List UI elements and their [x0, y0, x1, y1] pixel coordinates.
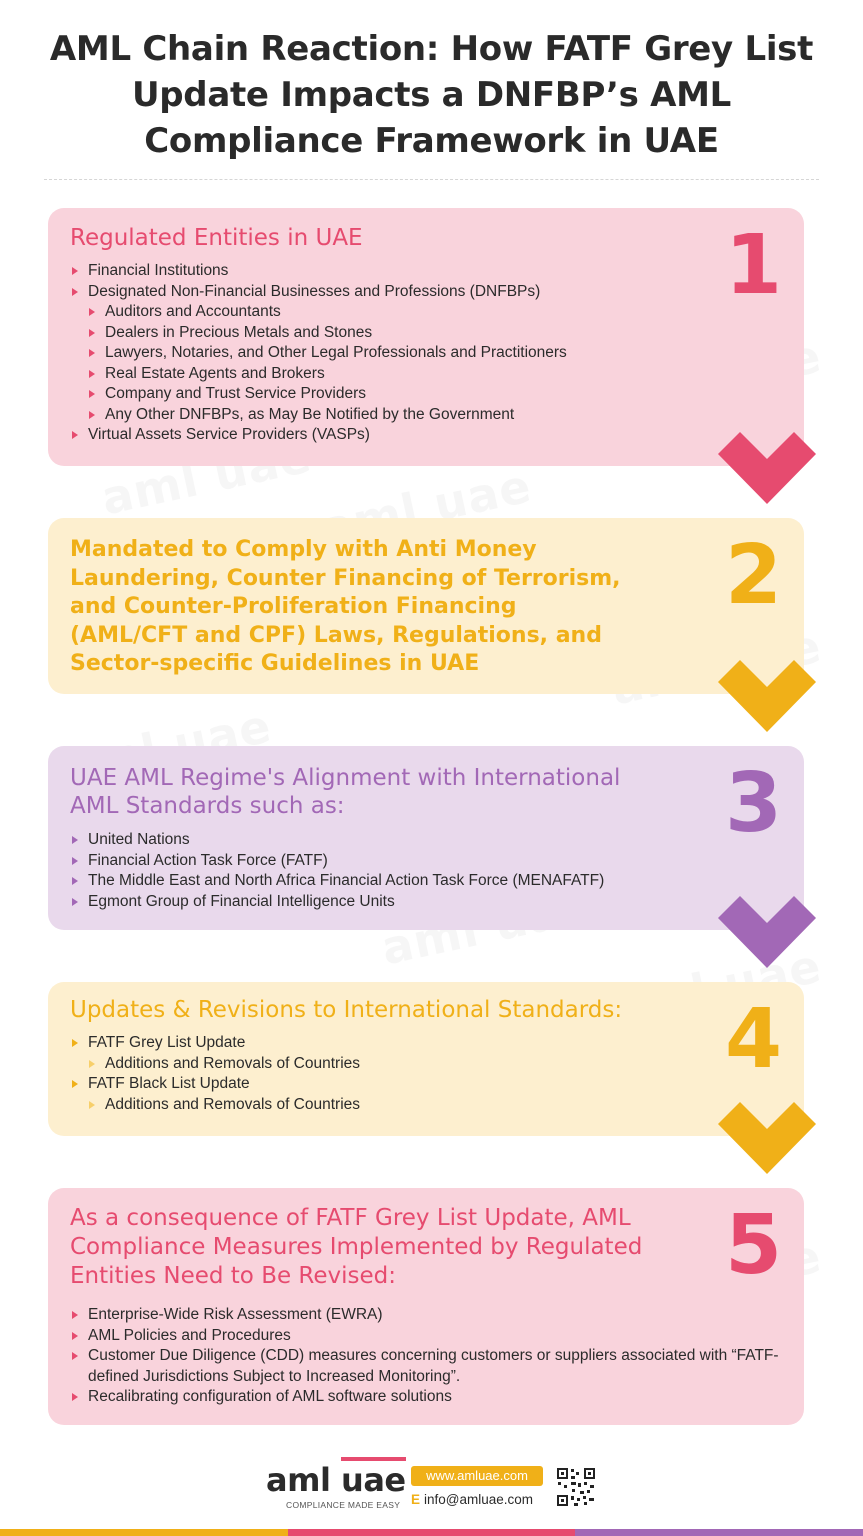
list-subitem: Lawyers, Notaries, and Other Legal Professionals and Practitioners [70, 343, 782, 364]
bullet-icon [72, 1039, 78, 1047]
bullet-icon [89, 329, 95, 337]
bottom-bar-pink [288, 1529, 575, 1536]
bullet-icon [72, 1332, 78, 1340]
amluae-logo[interactable]: aml uae [266, 1464, 406, 1496]
step-card-1 [48, 208, 804, 466]
bullet-icon [89, 411, 95, 419]
step-number: 3 [724, 756, 782, 851]
bullet-icon [72, 288, 78, 296]
list-subitem: Any Other DNFBPs, as May Be Notified by the Government [70, 405, 782, 426]
chevron-down-icon [718, 896, 816, 968]
bullet-icon [89, 1060, 95, 1068]
list-subitem: Additions and Removals of Countries [70, 1054, 782, 1075]
qr-code-icon [556, 1467, 596, 1507]
list-item: The Middle East and North Africa Financial Action Task Force (MENAFATF) [70, 871, 782, 892]
list-item: FATF Black List Update [70, 1074, 782, 1095]
footer [0, 1458, 863, 1518]
bullet-icon [72, 1352, 78, 1360]
list-subitem: Real Estate Agents and Brokers [70, 364, 782, 385]
bullet-icon [72, 267, 78, 275]
bullet-icon [72, 1080, 78, 1088]
page-title: AML Chain Reaction: How FATF Grey List Update Impacts a DNFBP’s AML Compliance Framework in UAE [49, 29, 814, 161]
bullet-icon [89, 390, 95, 398]
step-heading: As a consequence of FATF Grey List Update, AML Compliance Measures Implemented by Regulated Entities Need to Be Revised: [70, 1205, 643, 1289]
list-item: Financial Action Task Force (FATF) [70, 851, 782, 872]
step-heading: Regulated Entities in UAE [70, 225, 363, 251]
chevron-down-icon [718, 432, 816, 504]
bullet-icon [89, 370, 95, 378]
website-link[interactable]: www.amluae.com [411, 1466, 543, 1486]
logo-tagline: COMPLIANCE MADE EASY [286, 1500, 401, 1510]
bullet-icon [72, 857, 78, 865]
step-number: 4 [724, 992, 782, 1087]
step-heading: UAE AML Regime's Alignment with International AML Standards such as: [70, 765, 621, 819]
list-subitem: Company and Trust Service Providers [70, 384, 782, 405]
step-card-3 [48, 746, 804, 930]
bullet-icon [72, 1393, 78, 1401]
title-divider [44, 179, 819, 180]
list-subitem: Additions and Removals of Countries [70, 1095, 782, 1116]
bullet-icon [72, 431, 78, 439]
item-list [70, 830, 782, 912]
step-number: 1 [724, 218, 782, 313]
list-subitem: Auditors and Accountants [70, 302, 782, 323]
list-subitem: Dealers in Precious Metals and Stones [70, 323, 782, 344]
bullet-icon [89, 308, 95, 316]
step-number: 5 [724, 1198, 782, 1293]
item-list [70, 1305, 782, 1408]
item-list [70, 1033, 782, 1115]
bullet-icon [72, 1311, 78, 1319]
list-item: FATF Grey List Update [70, 1033, 782, 1054]
step-heading: Updates & Revisions to International Standards: [70, 997, 623, 1023]
bottom-bar-purple [575, 1529, 863, 1536]
step-card-4 [48, 982, 804, 1136]
list-item: Designated Non-Financial Businesses and Professions (DNFBPs) [70, 282, 782, 303]
step-card-5 [48, 1188, 804, 1425]
chevron-down-icon [718, 660, 816, 732]
bottom-bar-yellow [0, 1529, 288, 1536]
item-list [70, 261, 782, 446]
step-number: 2 [724, 528, 782, 623]
bullet-icon [89, 1101, 95, 1109]
list-item: Enterprise-Wide Risk Assessment (EWRA) [70, 1305, 782, 1326]
bullet-icon [72, 877, 78, 885]
list-item: Recalibrating configuration of AML software solutions [70, 1387, 782, 1408]
bullet-icon [89, 349, 95, 357]
list-item: Financial Institutions [70, 261, 782, 282]
chevron-down-icon [718, 1102, 816, 1174]
list-item: Virtual Assets Service Providers (VASPs) [70, 425, 782, 446]
list-item: Customer Due Diligence (CDD) measures concerning customers or suppliers associated with “FATF-defined Jurisdictions Subject to Increased Monitoring”. [70, 1346, 782, 1387]
step-card-2 [48, 518, 804, 694]
list-item: AML Policies and Procedures [70, 1326, 782, 1347]
step-heading: Mandated to Comply with Anti Money Laundering, Counter Financing of Terrorism, and Counter-Proliferation Financing (AML/CFT and CPF) Laws, Regulations, and Sector-specific Guidelines in UAE [70, 537, 621, 676]
list-item: United Nations [70, 830, 782, 851]
list-item: Egmont Group of Financial Intelligence Units [70, 892, 782, 913]
email-link[interactable]: E info@amluae.com [411, 1492, 534, 1507]
bullet-icon [72, 836, 78, 844]
bullet-icon [72, 898, 78, 906]
